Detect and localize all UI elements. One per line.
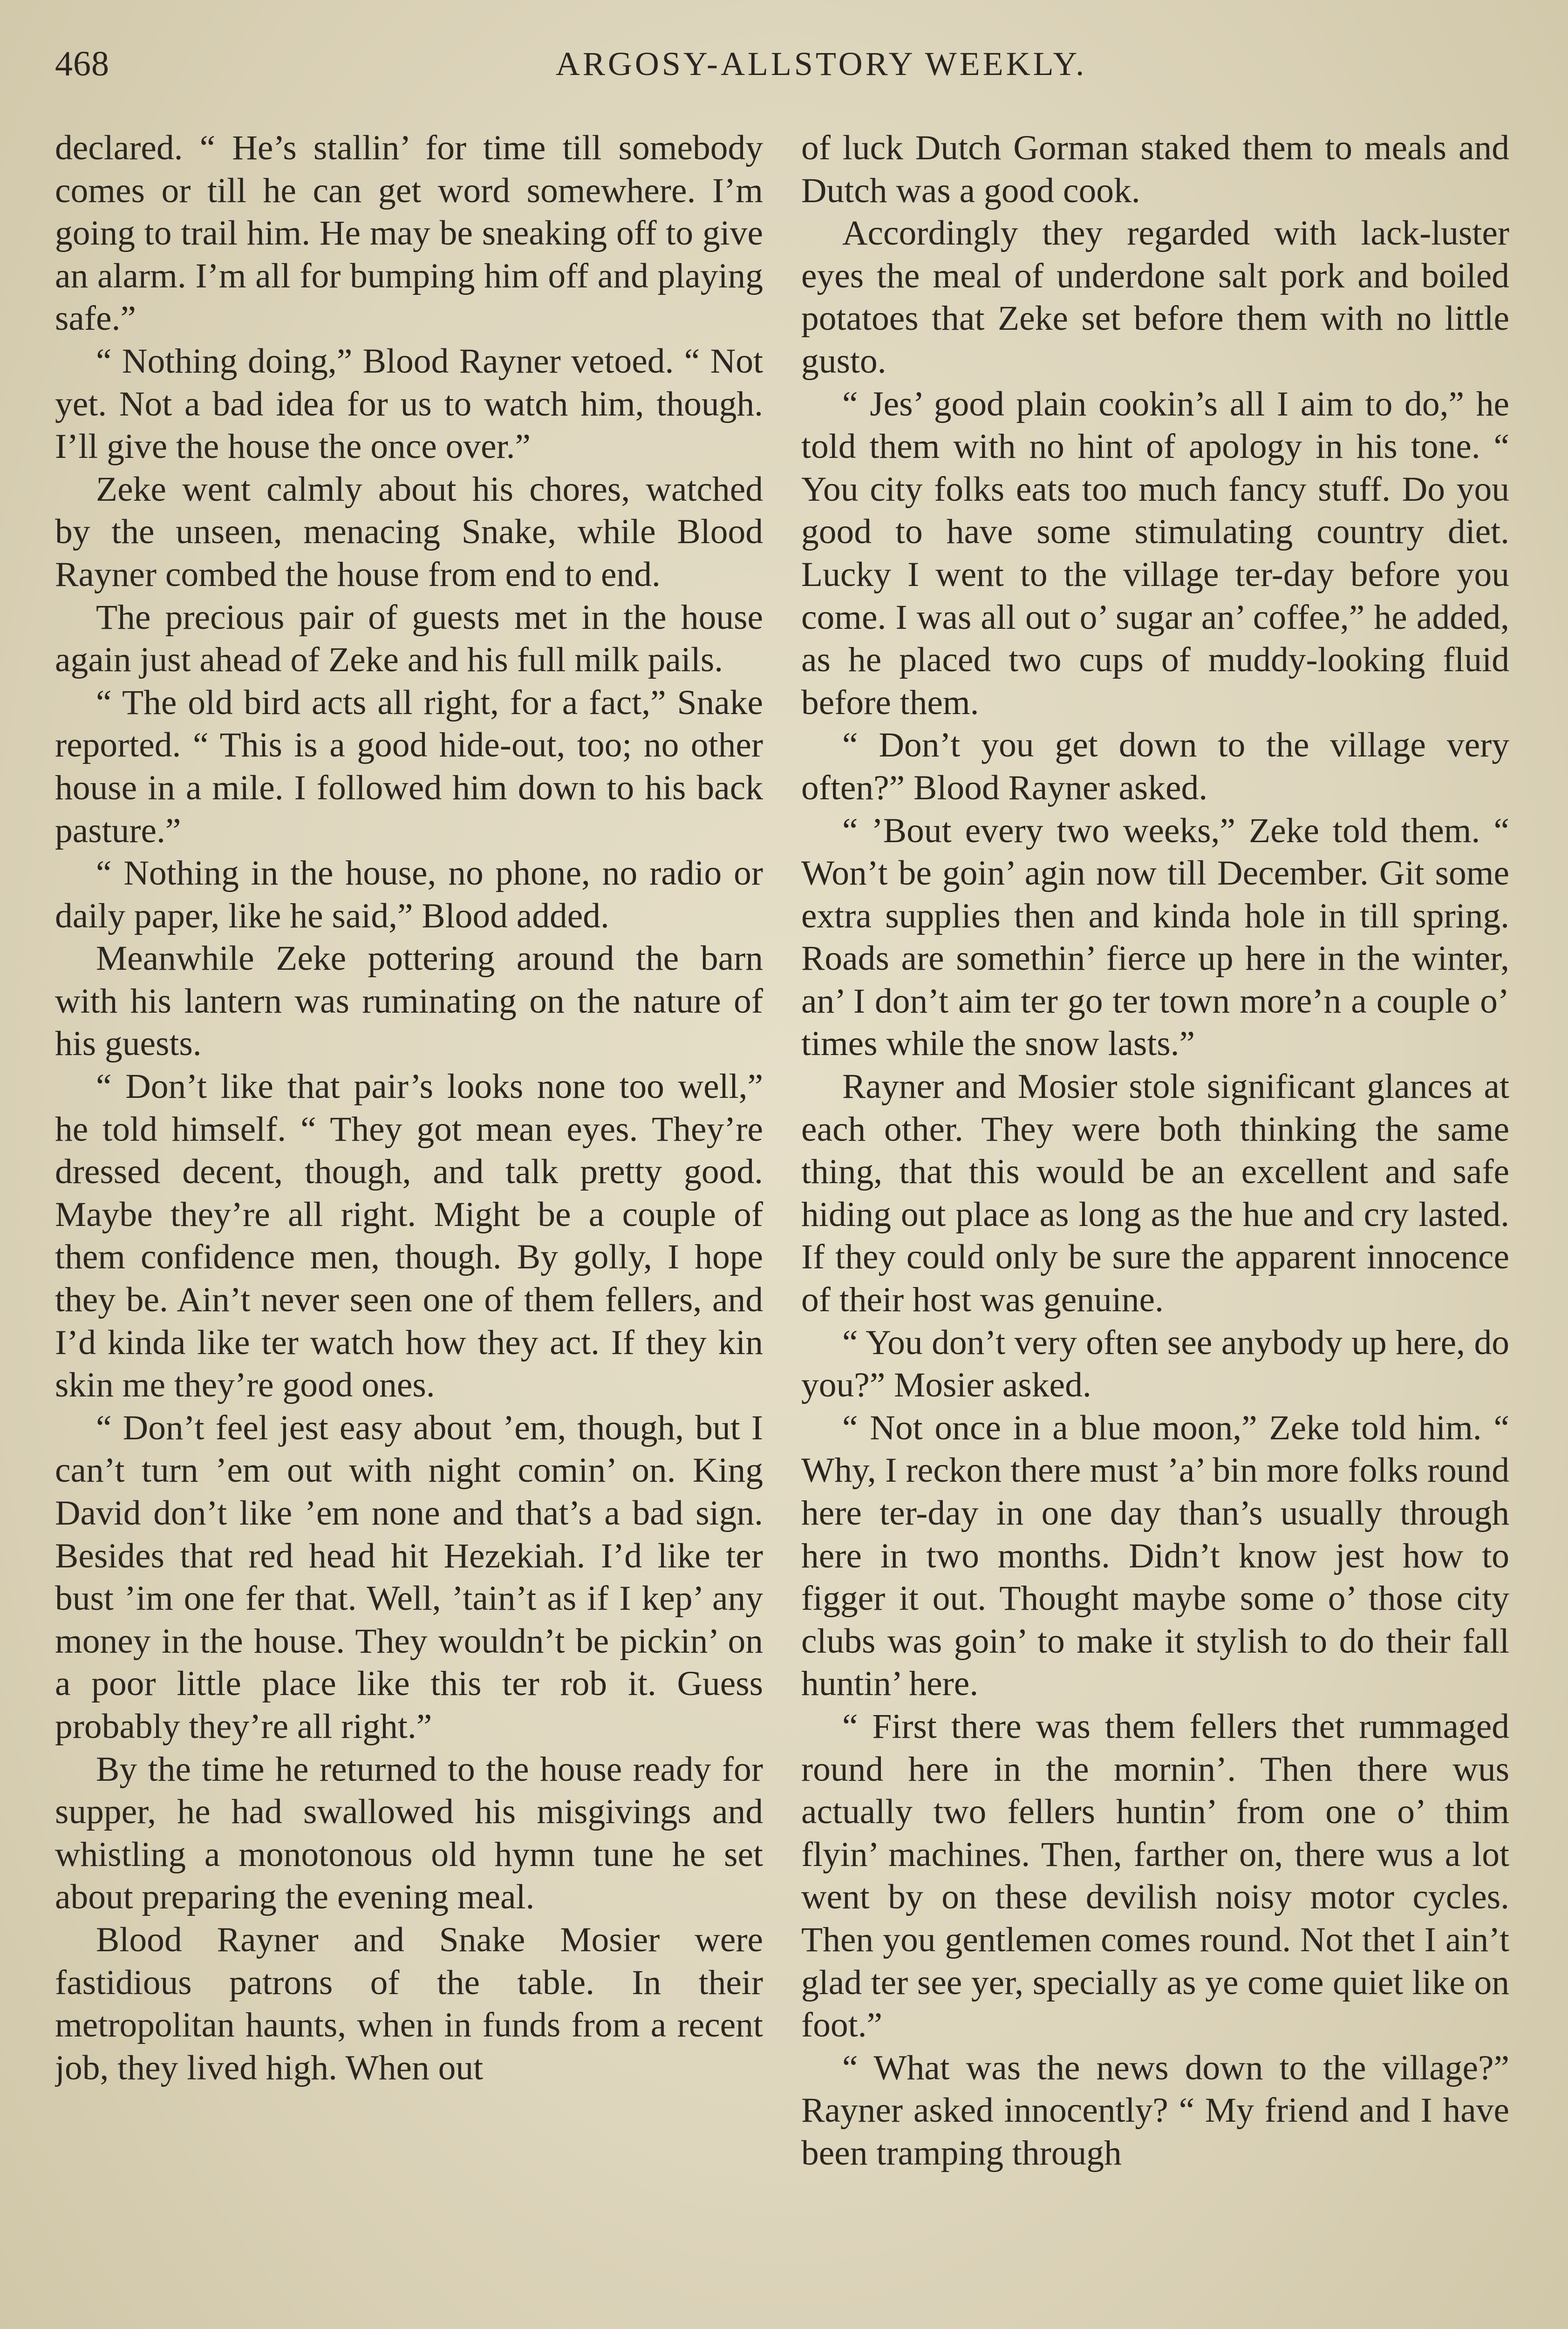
paragraph: of luck Dutch Gorman staked them to meals and Dutch was a good cook. — [801, 129, 1509, 210]
page-number: 468 — [55, 44, 109, 83]
paragraph: Blood Rayner and Snake Mosier were fastidious patrons of the table. In their metropolitan haunts, when in funds from a recent job, they lived high. When out — [55, 1920, 763, 2087]
publication-title: ARGOSY-ALLSTORY WEEKLY. — [555, 45, 1087, 82]
paragraph: The precious pair of guests met in the house again just ahead of Zeke and his full milk pails. — [55, 598, 763, 680]
right-column — [801, 127, 1509, 2329]
paragraph: “ Jes’ good plain cookin’s all I aim to do,” he told them with no hint of apology in his tone. “ You city folks eats too much fancy stuff. Do you good to have some stimulating country diet. Lucky I went to the village ter-day before you come. I was all out o’ sugar an’ coffee,” he added, as he placed two cups of muddy-looking fluid before them. — [801, 384, 1509, 722]
paragraph: “ Nothing doing,” Blood Rayner vetoed. “ Not yet. Not a bad idea for us to watch him, though. I’ll give the house the once over.” — [55, 341, 763, 466]
paragraph: Rayner and Mosier stole significant glances at each other. They were both thinking the same thing, that this would be an excellent and safe hiding out place as long as the hue and cry lasted. If they could only be sure the apparent innocence of their host was genuine. — [801, 1067, 1509, 1320]
paragraph: “ Not once in a blue moon,” Zeke told him. “ Why, I reckon there must ’a’ bin more folks round here ter-day in one day than’s usually through here in two months. Didn’t know jest how to figger it out. Thought maybe some o’ those city clubs was goin’ to make it stylish to do their fall huntin’ here. — [801, 1408, 1509, 1703]
paragraph: “ ’Bout every two weeks,” Zeke told them. “ Won’t be goin’ agin now till December. Git some extra supplies then and kinda hole in till spring. Roads are somethin’ fierce up here in the winter, an’ I don’t aim ter go ter town more’n a couple o’ times while the snow lasts.” — [801, 811, 1509, 1063]
paragraph: “ Don’t feel jest easy about ’em, though, but I can’t turn ’em out with night comin’ on. King David don’t like ’em none and that’s a bad sign. Besides that red head hit Hezekiah. I’d like ter bust ’im one fer that. Well, ’tain’t as if I kep’ any money in the house. They wouldn’t be pickin’ on a poor little place like this ter rob it. Guess probably they’re all right.” — [55, 1408, 763, 1746]
paragraph: “ What was the news down to the village?” Rayner asked innocently? “ My friend and I have been tramping through — [801, 2048, 1509, 2172]
paragraph: “ First there was them fellers thet rummaged round here in the mornin’. Then there wus actually two fellers huntin’ from one o’ thim flyin’ machines. Then, farther on, there wus a lot went by on these devilish noisy motor cycles. Then you gentlemen comes round. Not thet I ain’t glad ter see yer, specially as ye come quiet like on foot.” — [801, 1707, 1509, 2045]
running-header — [55, 43, 1513, 85]
paragraph: “ Don’t you get down to the village very often?” Blood Rayner asked. — [801, 726, 1509, 807]
paragraph: By the time he returned to the house ready for supper, he had swallowed his misgivings and whistling a monotonous old hymn tune he set about preparing the evening meal. — [55, 1750, 763, 1917]
paragraph: “ Don’t like that pair’s looks none too well,” he told himself. “ They got mean eyes. They’re dressed decent, though, and talk pretty good. Maybe they’re all right. Might be a couple of them confidence men, though. By golly, I hope they be. Ain’t never seen one of them fellers, and I’d kinda like ter watch how they act. If they kin skin me they’re good ones. — [55, 1067, 763, 1405]
paragraph: Zeke went calmly about his chores, watched by the unseen, menacing Snake, while Blood Rayner combed the house from end to end. — [55, 470, 763, 594]
left-column — [55, 127, 763, 2329]
paragraph: declared. “ He’s stallin’ for time till somebody comes or till he can get word somewhere. I’m going to trail him. He may be sneaking off to give an alarm. I’m all for bumping him off and playing safe.” — [55, 129, 763, 338]
paragraph: “ You don’t very often see anybody up here, do you?” Mosier asked. — [801, 1323, 1509, 1405]
paragraph: Accordingly they regarded with lack-luster eyes the meal of underdone salt pork and boiled potatoes that Zeke set before them with no little gusto. — [801, 214, 1509, 381]
paragraph: “ The old bird acts all right, for a fact,” Snake reported. “ This is a good hide-out, too; no other house in a mile. I followed him down to his back pasture.” — [55, 683, 763, 850]
paragraph: “ Nothing in the house, no phone, no radio or daily paper, like he said,” Blood added. — [55, 854, 763, 935]
paragraph: Meanwhile Zeke pottering around the barn with his lantern was ruminating on the nature of his guests. — [55, 939, 763, 1063]
